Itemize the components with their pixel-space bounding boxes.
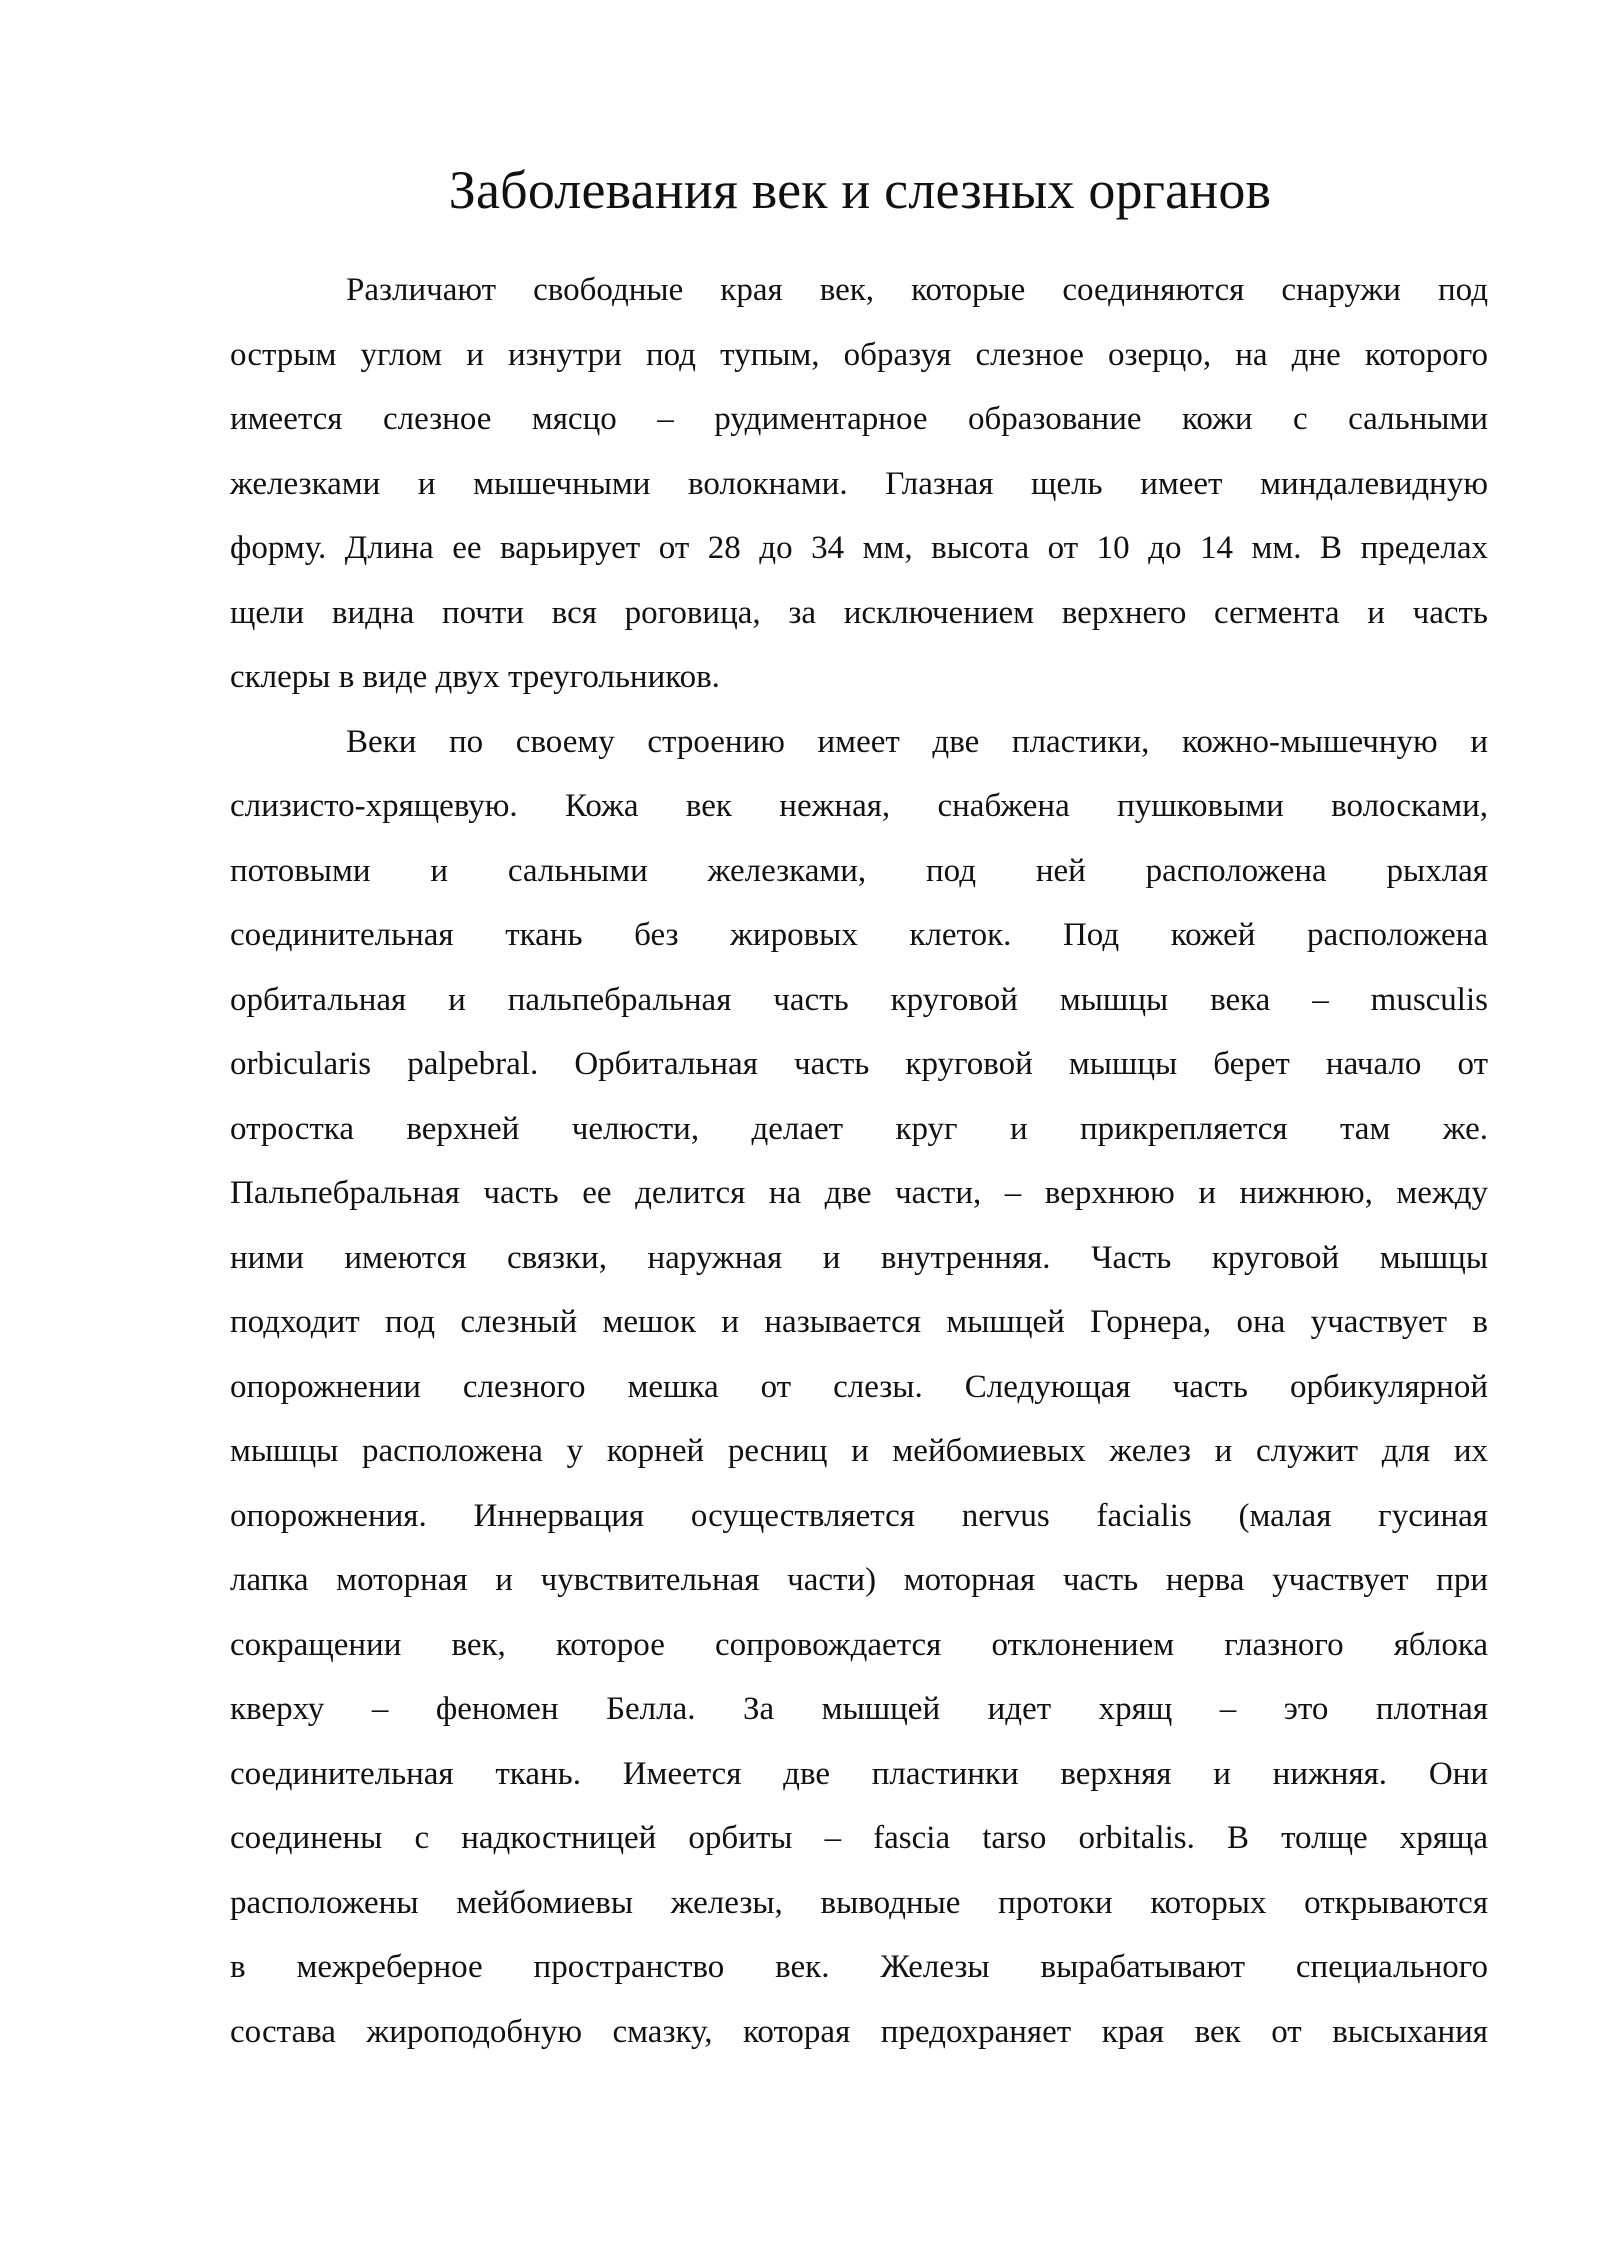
text-line: мышцы расположена у корней ресниц и мейбомиевых желез и служит для их	[230, 1433, 1488, 1469]
page-title: Заболевания век и слезных органов	[448, 160, 1272, 220]
text-line: отростка верхней челюсти, делает круг и прикрепляется там же.	[230, 1110, 1488, 1147]
text-line: имеется слезное мясцо – рудиментарное образование кожи с сальными	[230, 401, 1488, 437]
paragraph-1	[230, 258, 1488, 710]
text-line: подходит под слезный мешок и называется мышцей Горнера, она участвует в	[230, 1304, 1488, 1340]
text-line: соединительная ткань без жировых клеток. Под кожей расположена	[230, 917, 1488, 953]
paragraph-2	[230, 710, 1488, 2065]
text-line: орбитальная и пальпебральная часть круговой мышцы века – musculis	[230, 981, 1488, 1018]
text-line: расположены мейбомиевы железы, выводные протоки которых открываются	[230, 1884, 1488, 1921]
text-line: ними имеются связки, наружная и внутренняя. Часть круговой мышцы	[230, 1239, 1488, 1276]
text-line: orbicularis palpebral. Орбитальная часть круговой мышцы берет начало от	[230, 1046, 1488, 1082]
text-line: железками и мышечными волокнами. Глазная щель имеет миндалевидную	[230, 465, 1488, 502]
text-line: лапка моторная и чувствительная части) моторная часть нерва участвует при	[230, 1562, 1488, 1598]
text-line: опорожнении слезного мешка от слезы. Следующая часть орбикулярной	[230, 1368, 1488, 1405]
text-line: форму. Длина ее варьирует от 28 до 34 мм, высота от 10 до 14 мм. В пределах	[230, 530, 1488, 566]
text-line: опорожнения. Иннервация осуществляется nervus facialis (малая гусиная	[230, 1497, 1488, 1534]
document-body	[230, 258, 1488, 2064]
text-line: щели видна почти вся роговица, за исключением верхнего сегмента и часть	[230, 594, 1488, 631]
text-line: склеры в виде двух треугольников.	[230, 659, 720, 695]
text-line: Веки по своему строению имеет две пластики, кожно-мышечную и	[346, 723, 1488, 760]
text-line: соединены с надкостницей орбиты – fascia tarso orbitalis. В толще хряща	[230, 1820, 1488, 1856]
text-line: слизисто-хрящевую. Кожа век нежная, снабжена пушковыми волосками,	[230, 788, 1488, 824]
text-line: состава жироподобную смазку, которая предохраняет края век от высыхания	[230, 2013, 1488, 2050]
text-line: Различают свободные края век, которые соединяются снаружи под	[346, 272, 1488, 308]
text-line: острым углом и изнутри под тупым, образуя слезное озерцо, на дне которого	[230, 336, 1488, 373]
text-line: потовыми и сальными железками, под ней расположена рыхлая	[230, 852, 1488, 889]
text-line: соединительная ткань. Имеется две пластинки верхняя и нижняя. Они	[230, 1755, 1488, 1792]
text-line: сокращении век, которое сопровождается отклонением глазного яблока	[230, 1626, 1488, 1663]
text-line: Пальпебральная часть ее делится на две части, – верхнюю и нижнюю, между	[230, 1175, 1488, 1211]
text-line: в межреберное пространство век. Железы вырабатывают специального	[230, 1949, 1488, 1985]
text-line: кверху – феномен Белла. За мышцей идет хрящ – это плотная	[230, 1691, 1488, 1727]
